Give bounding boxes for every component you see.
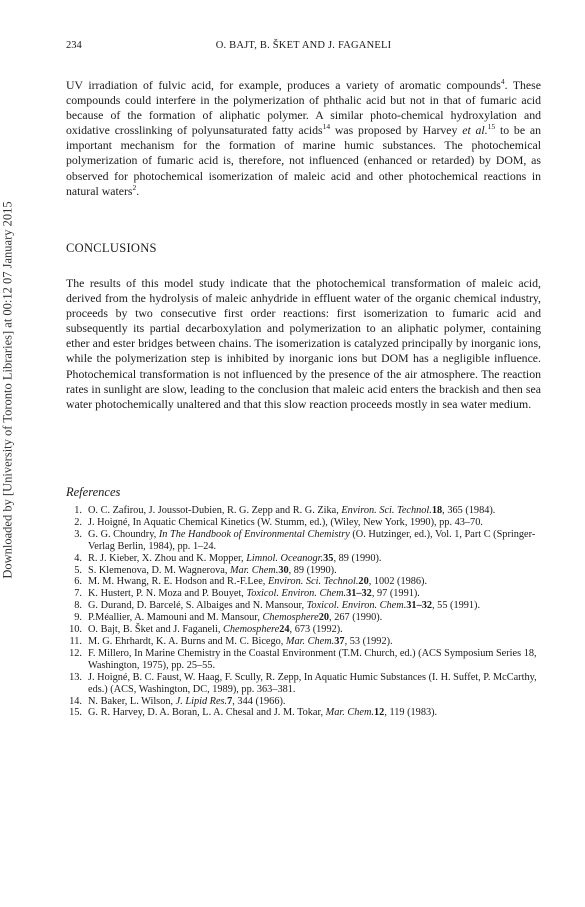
citation-marker: 4	[500, 77, 505, 87]
reference-number: 2.	[74, 516, 82, 528]
page-number: 234	[66, 40, 82, 51]
journal-title: J. Lipid Res.	[175, 695, 228, 707]
reference-number: 8.	[74, 600, 82, 612]
journal-title: Chemosphere	[223, 624, 280, 636]
reference-number: 5.	[74, 564, 82, 576]
journal-title: Mar. Chem.	[285, 635, 335, 647]
citation-marker: 2	[132, 182, 137, 192]
reference-number: 7.	[74, 588, 82, 600]
reference-number: 13.	[69, 671, 82, 683]
reference-number: 10.	[69, 624, 82, 636]
volume-number: 30	[278, 564, 289, 576]
volume-number: 20	[318, 612, 330, 624]
reference-item: 15. G. R. Harvey, D. A. Boran, L. A. Chesal and J. M. Tokar, Mar. Chem.12, 119 (1983).	[66, 707, 546, 719]
download-watermark	[2, 100, 14, 680]
reference-item: 1. O. C. Zafirou, J. Joussot-Dubien, R. G. Zepp and R. G. Zika, Environ. Sci. Technol.18, 365 (1984).	[66, 505, 546, 517]
download-note: Downloaded by [University of Toronto Libraries] at 00:12 07 January 2015	[0, 201, 15, 579]
volume-number: 37	[334, 635, 345, 647]
volume-number: 7	[227, 695, 233, 707]
journal-title: Toxicol. Environ. Chem.	[246, 588, 347, 600]
reference-item: 4. R. J. Kieber, X. Zhou and K. Mopper, Limnol. Oceanogr.35, 89 (1990).	[66, 553, 546, 565]
reference-number: 15.	[69, 707, 82, 719]
reference-item: 12. F. Millero, In Marine Chemistry in the Coastal Environment (T.M. Church, ed.) (ACS Symposium Series 18, Washington, 1975), pp. 25–55.	[66, 648, 546, 672]
reference-item: 3. G. G. Choundry, In The Handbook of Environmental Chemistry (O. Hutzinger, ed.), Vol. 1, Part C (Springer-Verlag Berlin, 1984), pp. 1–24.	[66, 529, 546, 553]
reference-item: 6. M. M. Hwang, R. E. Hodson and R.-F.Lee, Environ. Sci. Technol.20, 1002 (1986).	[66, 576, 546, 588]
volume-number: 24	[279, 624, 290, 636]
volume-number: 20	[358, 576, 369, 588]
journal-title: Chemosphere	[262, 612, 319, 624]
running-head: O. BAJT, B. ŠKET AND J. FAGANELI	[215, 40, 392, 51]
reference-number: 6.	[74, 576, 82, 588]
reference-item: 11. M. G. Ehrhardt, K. A. Burns and M. C. Bicego, Mar. Chem.37, 53 (1992).	[66, 636, 546, 648]
journal-title: Mar. Chem.	[325, 707, 375, 719]
reference-number: 4.	[74, 552, 82, 564]
volume-number: 31–32	[346, 588, 372, 600]
reference-item: 2. J. Hoigné, In Aquatic Chemical Kinetics (W. Stumm, ed.), (Wiley, New York, 1990), pp. 43–70.	[66, 517, 546, 529]
conclusions-paragraph: The results of this model study indicate that the photochemical transformation of maleic acid, derived from the hydrolysis of maleic anhydride in effluent water of the organic chemical industry, proceeds by two consecutive first order reactions: first isomerization to fumaric acid and subsequently its partial decarboxylation and polymerization to an aliphatic polymer, containing ether and ester bridges between chains. The isomerization is catalyzed principally by inorganic ions, while the polymerization step is inhibited by inorganic ions but DOM has a negligible influence. Photochemical transformation is not influenced by the presence of the air atmosphere. The reaction rates in sunlight are slow, leading to the conclusion that maleic acid enters the brackish and then sea water photochemically unaltered and that this slow reaction proceeds mostly in sea water medium.	[66, 276, 541, 411]
journal-title: Environ. Sci. Technol.	[267, 576, 359, 588]
reference-item: 8. G. Durand, D. Barcelé, S. Albaiges and N. Mansour, Toxicol. Environ. Chem.31–32, 55 (1991).	[66, 600, 546, 612]
reference-number: 11.	[69, 635, 82, 647]
journal-title: In The Handbook of Environmental Chemistry	[158, 528, 350, 540]
journal-title: Mar. Chem.	[229, 564, 279, 576]
reference-number: 14.	[69, 695, 82, 707]
reference-item: 5. S. Klemenova, D. M. Wagnerova, Mar. Chem.30, 89 (1990).	[66, 565, 546, 577]
references-heading: References	[66, 485, 121, 499]
reference-item: 14. N. Baker, L. Wilson, J. Lipid Res.7, 344 (1966).	[66, 696, 546, 708]
reference-number: 9.	[74, 612, 82, 624]
reference-list	[66, 505, 546, 719]
volume-number: 12	[374, 707, 385, 719]
journal-title: Toxicol. Environ. Chem.	[306, 600, 407, 612]
volume-number: 31–32	[406, 600, 433, 612]
reference-item: 7. K. Hustert, P. N. Moza and P. Bouyet, Toxicol. Environ. Chem.31–32, 97 (1991).	[66, 588, 546, 600]
reference-item: 9. P.Méallier, A. Mamouni and M. Mansour, Chemosphere20, 267 (1990).	[66, 612, 546, 624]
reference-item: 10. O. Bajt, B. Šket and J. Faganeli, Chemosphere24, 673 (1992).	[66, 624, 546, 636]
volume-number: 35	[323, 552, 334, 564]
citation-marker: 14	[322, 122, 331, 132]
volume-number: 18	[431, 505, 443, 516]
body-paragraph: UV irradiation of fulvic acid, for example, produces a variety of aromatic compounds$^4$. These compounds could interfere in the polymerization of phthalic acid but not in that of fumaric acid because of the formation of aliphatic polymer. A similar photo-chemical hydroxylation and oxidative crosslinking of polyunsaturated fatty acids$^{14}$ was proposed by Harvey et al.$^{15}$ to be an important mechanism for the formation of marine humic substances. The photochemical polymerization of fumaric acid is, therefore, not influenced (enhanced or retarded) by DOM, as observed for photochemical isomerization of maleic acid and other photochemical reactions in natural waters$^2$.	[66, 77, 541, 198]
reference-item: 13. J. Hoigné, B. C. Faust, W. Haag, F. Scully, R. Zepp, In Aquatic Humic Substances (I. H. Suffet, P. McCarthy, eds.) (ACS, Washington, DC, 1989), pp. 363–381.	[66, 672, 546, 696]
section-heading: CONCLUSIONS	[66, 241, 157, 255]
reference-number: 3.	[74, 528, 82, 540]
reference-number: 1.	[74, 505, 82, 516]
citation-marker: 15	[487, 122, 496, 132]
journal-title: Limnol. Oceanogr.	[246, 552, 324, 564]
reference-number: 12.	[69, 647, 82, 659]
journal-title: Environ. Sci. Technol.	[341, 505, 432, 516]
